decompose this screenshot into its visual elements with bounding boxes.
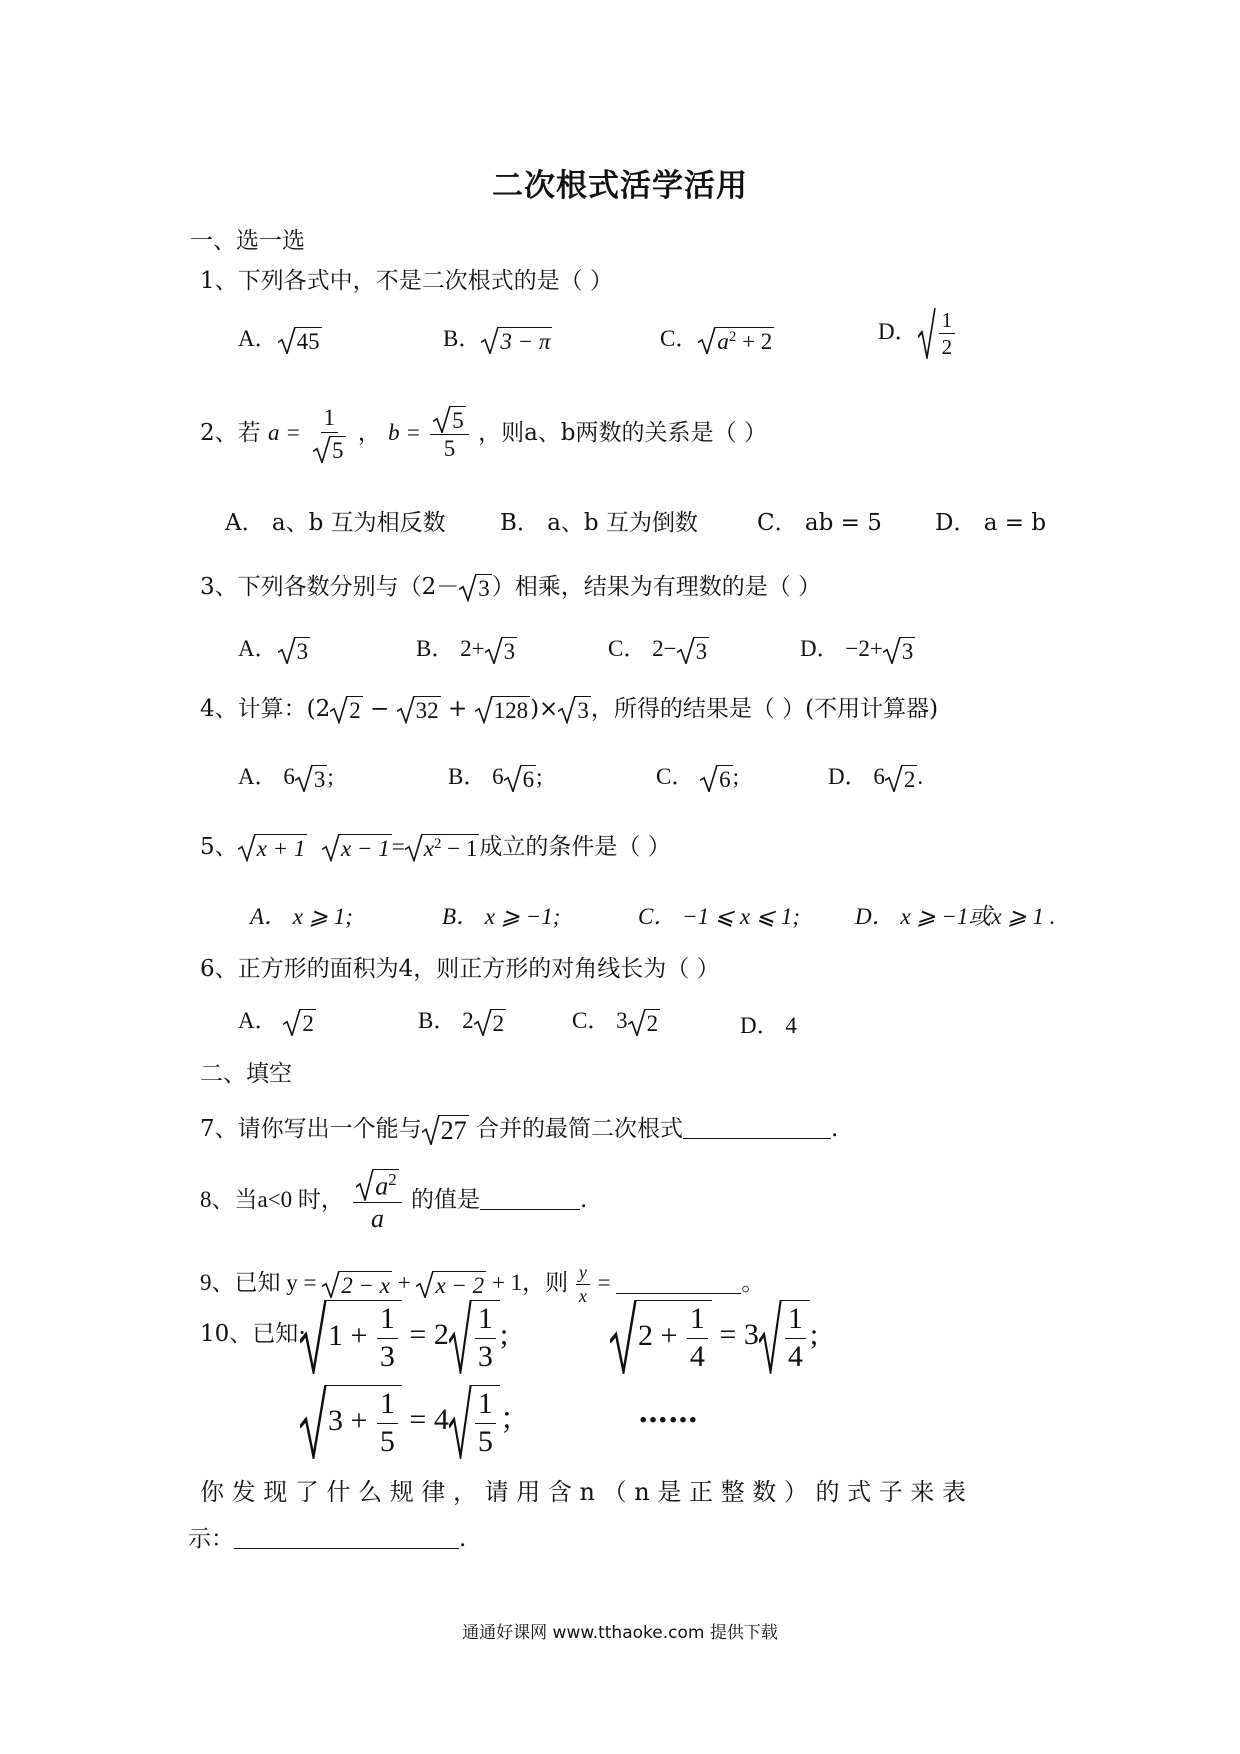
q9-answer-blank[interactable] <box>616 1270 741 1294</box>
page-title: 二次根式活学活用 <box>492 168 748 204</box>
q10-ellipsis: …… <box>638 1395 698 1430</box>
q6-options <box>238 1002 1038 1062</box>
q7-stem: 7、请你写出一个能与 27 合并的最简二次根式 . <box>200 1115 839 1145</box>
q4-options <box>238 758 1058 818</box>
q6-option-d: D． 4 <box>740 1013 797 1038</box>
q10-example-3: 3 + $\frac{1}{5}$ = 4 $\frac{1}{5}$ ； <box>300 1385 530 1459</box>
q1-option-c: C． $a^2 + 2$ <box>660 326 773 355</box>
q1-options <box>238 308 1038 368</box>
q4-stem: 4、计算：(2 2 − 32 + 128)× 3，所得的结果是（ ）(不用计算器) <box>200 696 939 724</box>
q10-answer-blank[interactable] <box>234 1525 459 1549</box>
section-multiple-choice: 一、选一选 <box>190 228 305 254</box>
q8-answer-blank[interactable] <box>480 1186 580 1210</box>
q2-options <box>225 504 1085 564</box>
q3-option-d: D． −2+ 3 <box>800 636 914 665</box>
q2-option-c: C． ab = 5 <box>757 510 882 536</box>
q2-option-a: A． a、b 互为相反数 <box>225 510 446 536</box>
q6-option-b: B． 2 2 <box>418 1008 505 1037</box>
q5-option-a: A． x ⩾ 1; <box>250 904 353 929</box>
q3-options <box>238 630 1058 690</box>
q8-stem: 8、当a<0 时， $\frac{a^2}{a}$ 的值是 . <box>200 1168 587 1234</box>
q5-options <box>250 898 1090 958</box>
q7-answer-blank[interactable] <box>683 1115 831 1139</box>
q2-stem: 2、若 a = $\frac{1}{5}$ ， b = $\frac{5}{5}$ ，则a、b两数的关系是（ ） <box>200 405 767 463</box>
section-fill-blank: 二、填空 <box>200 1061 292 1087</box>
q10-label: 10、已知: <box>200 1321 307 1347</box>
q3-option-c: C． 2− 3 <box>608 636 708 665</box>
q3-option-b: B． 2+ 3 <box>416 636 516 665</box>
footer-source: 通通好课网 www.tthaoke.com 提供下载 <box>462 1623 778 1643</box>
q2-option-b: B． a、b 互为倒数 <box>500 510 698 536</box>
q6-stem: 6、正方形的面积为4，则正方形的对角线长为（ ） <box>200 956 720 982</box>
q4-option-c: C． 6; <box>656 764 739 793</box>
q10-question-line1: 你 发 现 了 什 么 规 律 ， 请 用 含 n （ n 是 正 整 数 ） 的 式 子 来 表 <box>200 1478 967 1506</box>
q5-stem: 5、 x + 1 x − 1= $x^2 - 1$成立的条件是（ ） <box>200 834 671 862</box>
q10-example-2: 2 + $\frac{1}{4}$ = 3 $\frac{1}{4}$ ; <box>610 1300 818 1374</box>
q1-option-b: B． 3 − π <box>443 326 551 355</box>
q1-option-a: A． 45 <box>238 326 320 355</box>
q1-option-d: D． $\frac{1}{2}$ <box>878 308 959 359</box>
q10-question-line2: 示： . <box>188 1526 467 1552</box>
q4-option-d: D． 6 2. <box>828 764 924 793</box>
q5-option-c: C． −1 ⩽ x ⩽ 1; <box>638 904 801 929</box>
q5-option-d: D． x ⩾ −1或x ⩾ 1 . <box>855 904 1056 929</box>
q6-option-a: A． 2 <box>238 1008 314 1037</box>
q4-option-b: B． 6 6; <box>448 764 543 793</box>
q2-option-d: D． a = b <box>935 510 1047 536</box>
q4-option-a: A． 6 3; <box>238 764 334 793</box>
q3-option-a: A． 3 <box>238 636 309 665</box>
q10-example-1: 1 + $\frac{1}{3}$ = 2 $\frac{1}{3}$ ; <box>300 1300 508 1374</box>
q9-stem: 9、已知 y = 2 − x + x − 2 + 1，则 $\frac{y}{x}$ = 。 <box>200 1262 765 1306</box>
q3-stem: 3、下列各数分别与（2－ 3）相乘，结果为有理数的是（ ） <box>200 574 822 602</box>
q5-option-b: B． x ⩾ −1; <box>442 904 561 929</box>
q1-stem: 1、下列各式中，不是二次根式的是（ ） <box>200 268 613 294</box>
q6-option-c: C． 3 2 <box>572 1008 659 1037</box>
